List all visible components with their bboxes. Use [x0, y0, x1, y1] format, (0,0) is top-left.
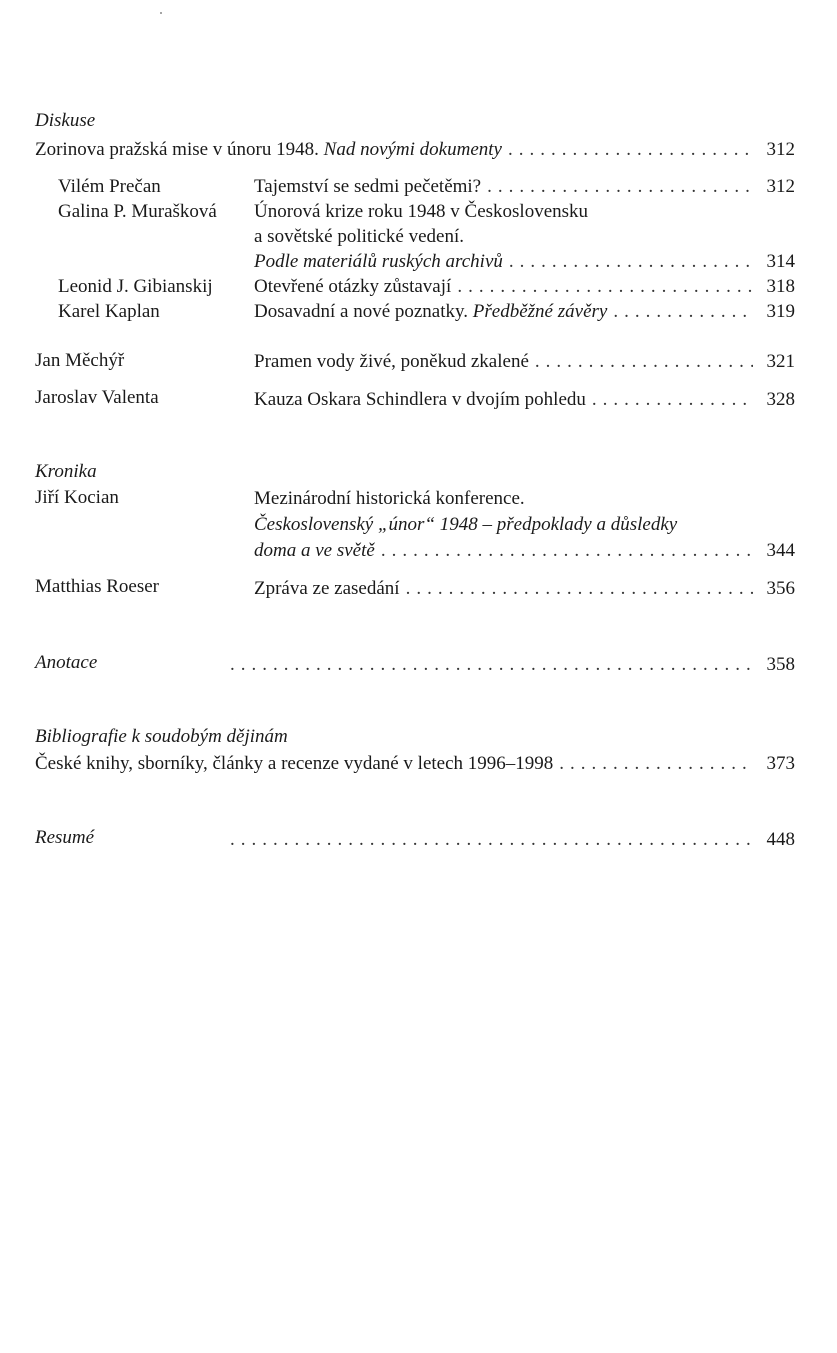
toc-title: Pramen vody živé, poněkud zkalené — [254, 351, 529, 372]
toc-row-bibliografie — [35, 752, 795, 776]
dot-leader — [509, 250, 753, 274]
toc-title — [35, 138, 502, 162]
toc-title: Kauza Oskara Schindlera v dvojím pohledu — [254, 389, 586, 410]
toc-author: Matthias Roeser — [35, 576, 160, 597]
toc-title: Zpráva ze zasedání — [254, 578, 400, 599]
page-number: 312 — [766, 176, 795, 197]
section-heading-resume: Resumé — [35, 827, 95, 848]
toc-author: Leonid J. Gibianskij — [58, 276, 213, 297]
dot-leader — [535, 350, 753, 374]
page-number: 312 — [766, 139, 795, 160]
page-number: 314 — [766, 251, 795, 272]
toc-title: Tajemství se sedmi pečetěmi? — [254, 176, 482, 197]
toc-row-resume — [230, 828, 795, 852]
page-number: 344 — [766, 540, 795, 561]
toc-row-anotace — [230, 653, 795, 677]
toc-row-zorinova — [35, 138, 795, 162]
page-number: 373 — [766, 753, 795, 774]
page-number: 358 — [766, 654, 795, 675]
page-number: 321 — [766, 351, 795, 372]
toc-title-line: Únorová krize roku 1948 v Československu — [254, 201, 589, 222]
page-speck — [160, 12, 162, 14]
toc-author: Vilém Prečan — [58, 176, 161, 197]
toc-author: Jiří Kocian — [35, 487, 119, 508]
dot-leader — [592, 388, 753, 412]
toc-row-kocian — [254, 539, 795, 563]
toc-author: Jaroslav Valenta — [35, 387, 159, 408]
dot-leader — [406, 577, 753, 601]
toc-row-mechyr — [254, 350, 795, 374]
dot-leader — [508, 138, 753, 162]
toc-row-muraskova — [254, 250, 795, 274]
dot-leader — [559, 752, 753, 776]
dot-leader — [613, 300, 753, 324]
dot-leader — [230, 653, 753, 677]
toc-row-valenta — [254, 388, 795, 412]
toc-author: Jan Měchýř — [35, 350, 125, 371]
toc-title-main: Dosavadní a nové poznatky. — [254, 301, 469, 322]
toc-title — [254, 300, 607, 324]
page-number: 328 — [766, 389, 795, 410]
toc-author: Galina P. Murašková — [58, 201, 217, 222]
toc-title-line: a sovětské politické vedení. — [254, 226, 464, 247]
toc-row-roeser — [254, 577, 795, 601]
toc-title-sub: Předběžné závěry — [472, 301, 608, 322]
page-number: 448 — [766, 829, 795, 850]
toc-title-sub: Nad novými dokumenty — [323, 139, 502, 160]
toc-title-line: Mezinárodní historická konference. — [254, 488, 525, 509]
toc-row-gibianskij — [254, 275, 795, 299]
toc-row-precan — [254, 175, 795, 199]
dot-leader — [457, 275, 753, 299]
toc-author: Karel Kaplan — [58, 301, 160, 322]
toc-title: České knihy, sborníky, články a recenze vydané v letech 1996–1998 — [35, 753, 554, 774]
section-heading-anotace: Anotace — [35, 652, 98, 673]
page-number: 319 — [766, 301, 795, 322]
page-number: 356 — [766, 578, 795, 599]
toc-title-line: Československý „únor“ 1948 – předpoklady a důsledky — [254, 514, 678, 535]
toc-title: Podle materiálů ruských archivů — [254, 251, 503, 272]
section-heading-bibliografie: Bibliografie k soudobým dějinám — [35, 726, 288, 747]
section-heading-kronika: Kronika — [35, 461, 97, 482]
toc-title: Otevřené otázky zůstavají — [254, 276, 452, 297]
section-heading-diskuse: Diskuse — [35, 110, 96, 131]
toc-row-kaplan — [254, 300, 795, 324]
dot-leader — [381, 539, 753, 563]
toc-title-main: Zorinova pražská mise v únoru 1948. — [35, 139, 319, 160]
dot-leader — [487, 175, 753, 199]
toc-title: doma a ve světě — [254, 540, 375, 561]
dot-leader — [230, 828, 753, 852]
page-number: 318 — [766, 276, 795, 297]
